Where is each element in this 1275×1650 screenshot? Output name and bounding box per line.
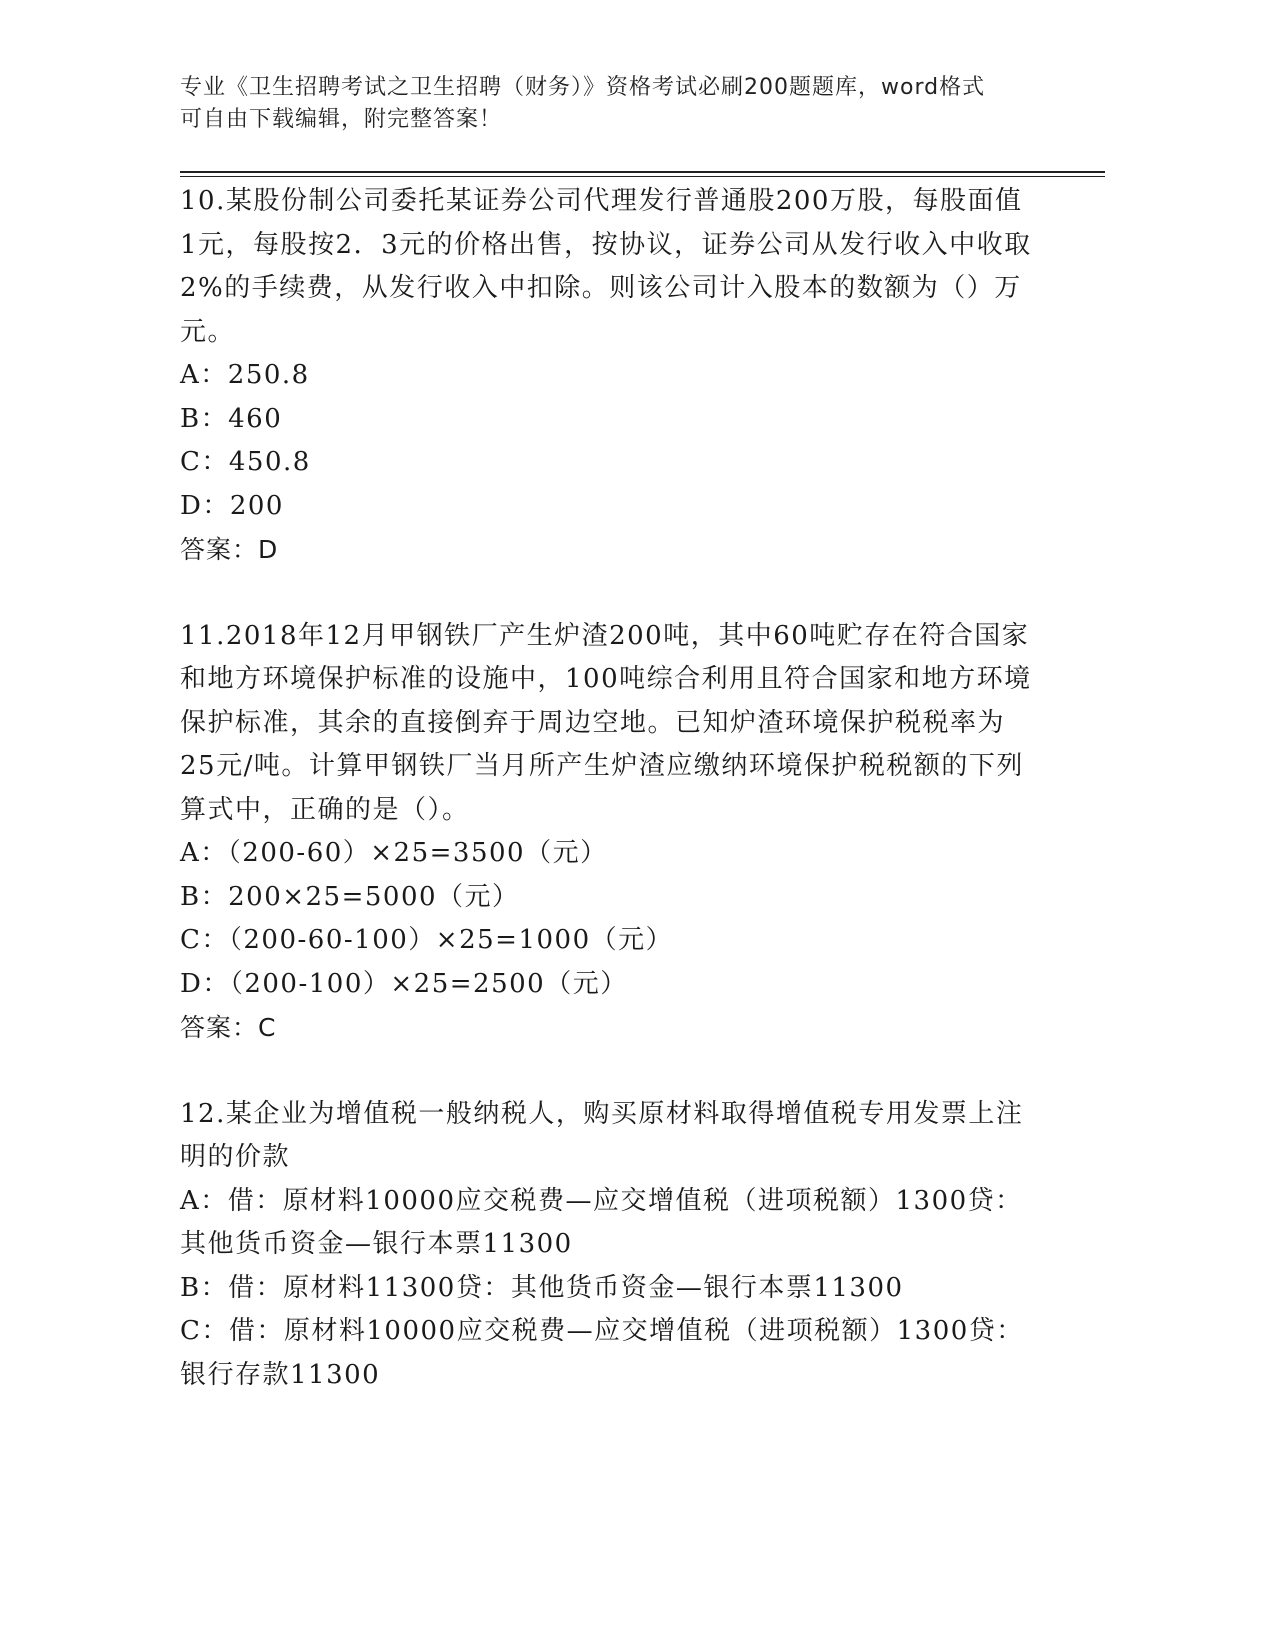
question-stem: 12.某企业为增值税一般纳税人，购买原材料取得增值税专用发票上注明的价款 — [180, 1098, 1024, 1172]
question-12 — [180, 1093, 1040, 1398]
option-d: D：（200-100）×25=2500（元） — [180, 968, 628, 999]
header-line-1: 专业《卫生招聘考试之卫生招聘（财务）》资格考试必刷200题题库，word格式 — [180, 75, 986, 100]
header-divider-thin — [180, 176, 1105, 177]
question-11 — [180, 615, 1040, 1050]
option-c: C：借：原材料10000应交税费—应交增值税（进项税额）1300贷：银行存款11300 — [180, 1316, 1024, 1390]
option-a: A：借：原材料10000应交税费—应交增值税（进项税额）1300贷：其他货币资金—银行本票11300 — [180, 1185, 1023, 1259]
header-line-2: 可自由下载编辑，附完整答案！ — [180, 107, 503, 132]
question-10 — [180, 180, 1040, 572]
document-header — [180, 72, 1060, 136]
option-a: A：250.8 — [180, 360, 310, 390]
answer-line: 答案：D — [180, 535, 279, 564]
option-a: A：（200-60）×25=3500（元） — [180, 838, 608, 868]
option-c: C：（200-60-100）×25=1000（元） — [180, 925, 674, 955]
question-list — [180, 180, 1040, 1440]
question-stem: 11.2018年12月甲钢铁厂产生炉渣200吨，其中60吨贮存在符合国家和地方环境保护标准的设施中，100吨综合利用且符合国家和地方环境保护标准，其余的直接倒弃于周边空地。已知炉渣环境保护税税率为25元/吨。计算甲钢铁厂当月所产生炉渣应缴纳环境保护税税额的下列算式中，正确的是（）。 — [180, 620, 1032, 825]
option-b: B：200×25=5000（元） — [180, 881, 520, 912]
option-d: D：200 — [180, 490, 284, 521]
question-stem: 10.某股份制公司委托某证券公司代理发行普通股200万股，每股面值1元，每股按2．3元的价格出售，按协议，证券公司从发行收入中收取2%的手续费，从发行收入中扣除。则该公司计入股本的数额为（）万元。 — [180, 186, 1032, 347]
answer-line: 答案：C — [180, 1013, 277, 1042]
option-c: C：450.8 — [180, 447, 311, 477]
header-divider-thick — [180, 171, 1105, 173]
option-b: B：借：原材料11300贷：其他货币资金—银行本票11300 — [180, 1272, 904, 1303]
option-b: B：460 — [180, 403, 283, 434]
